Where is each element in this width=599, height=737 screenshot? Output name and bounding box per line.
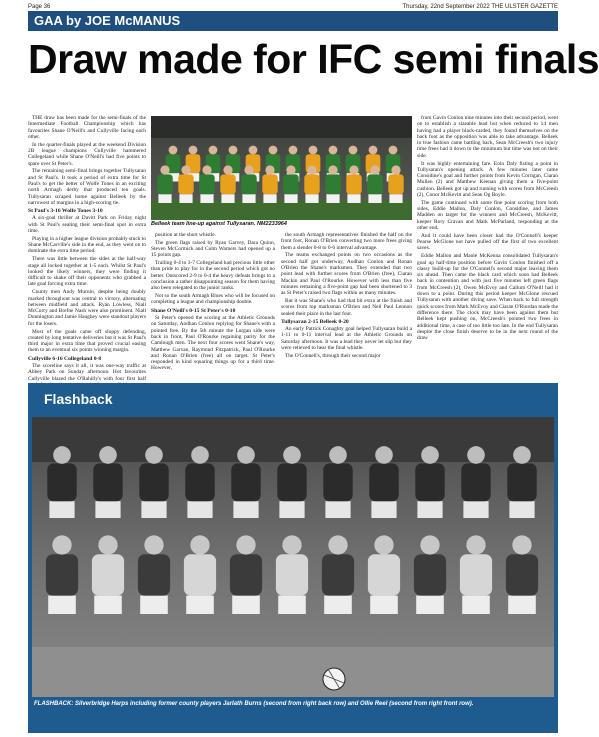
- match-subheading: St Paul's 3-16 Wolfe Tones 3-10: [28, 208, 103, 215]
- article-column-4: [417, 115, 558, 377]
- article-paragraph: County men Andy Murnin, despite being doubly marked throughout was central to victory, alternating between midfield and attack. Ryan Lowless, Niall McCorry and Brefne Nash were also prominent. Niall Dunnington and Jamie Haughey were standout players for the losers.: [28, 289, 146, 327]
- page-number: Page 36: [28, 4, 51, 10]
- match-subheading: Shane O'Neill's 0-15 St Peter's 0-10: [151, 307, 236, 314]
- date-paper: Thursday, 22nd September 2022 THE ULSTER GAZETTE: [402, 4, 558, 10]
- article-paragraph: Playing in a higher league division probably stuck to Shane McCarville's side in the end, as they went on to dominate the extra time period.: [28, 235, 146, 255]
- article-paragraph: A six-goal thriller at Davitt Park on Friday night with St Paul's sealing their semi-final spot in extra time.: [28, 215, 146, 235]
- article-paragraph: The teams exchanged points on two occasions as the second half got underway, Aodhan Conlon and Ronan O'Brien the Shane's marksmen. They extended that two point lead with further scores from O'Brien (free), Ciaran Mackin and Paul O'Rourke. However with less than five minutes remaining a five-point gap had been shortened to 3 as St Peter's raised two flags within as many minutes.: [281, 252, 412, 297]
- article-paragraph: But it was Shane's who had that bit extra at the finish and scores from top marksman O'Brien and Neil Paul Lennon sealed their place in the last four.: [281, 297, 412, 317]
- article-paragraph: St Peter's opened the scoring at the Athletic Grounds on Saturday, Aodhan Conlon replying for Shane's with a pointed free. By the 5th minute the Lurgan side were back in front, Paul O'Rourke regaining parity for the Camlough men. The next four scores went Shane's way, Matthew Garvan, Raymond Fitzpatrick, Paul O'Rourke and Ronan O'Brien (free) all on target. St Peter's responded in kind squaring things up for a third time. However,: [151, 315, 275, 372]
- article-paragraph: Most of the goals came off sloppy defending, created by long tentative deliveries but it was St Paul's third major in extra time that proved crucial easing them to an eventual six points winning margin.: [28, 328, 146, 354]
- photo-caption: Belleek team line-up against Tullysaran. NM2233964: [151, 221, 287, 227]
- article-paragraph: The scoreline says it all, it was one-way traffic at Abbey Park on Sunday afternoon. Hot favourites Cullyville blazed the O'Rahilly's with four first half: [28, 362, 146, 382]
- article-paragraph: The O'Connell's, through their second major: [285, 352, 381, 359]
- flashback-title: Flashback: [44, 391, 113, 407]
- headline: Draw made for IFC semi finals: [28, 36, 599, 82]
- article-paragraph: Trailing 0-4 to 3-7 Collegeland had precious little other than pride to play for in the second period which got no better. Outscored 2-9 to 0-4 the heavy defeats brings to a conclusion a rather disappointing season for them having also been relegated to the junior ranks.: [151, 260, 275, 292]
- section-banner: [28, 11, 558, 31]
- article-paragraph: THE draw has been made for the semi-finals of the Intermediate Football Championship which has favourites Shane O'Neill's and Cullyville facing each other.: [28, 115, 146, 140]
- match-subheading: Tullysaran 2-15 Belleek 0-20: [281, 318, 349, 325]
- article-paragraph: The remaining semi-final brings together Tullysaran and St Paul's. It took a period of extra time for St Paul's to get the better of Wolfe Tones in an exciting north Armagh derby that produced ten goals. Tullysaran scraped home against Belleek by the narrowest of margins in a high-scoring tie.: [28, 168, 146, 206]
- article-paragraph: There was little between the sides at the half-way stage all locked together at 1-5 each. Whilst St Paul's looked the likely winners, they were finding it difficult to shake off their opponents who grabbed a late goal forcing extra time.: [28, 256, 146, 288]
- article-paragraph: And it could have been closer had the O'Connell's keeper Pearse McGlone not have pulled off the first of two excellent saves.: [417, 232, 558, 252]
- team-lineup-photo: [151, 116, 412, 220]
- article-paragraph: It was highly entertaining fare. Eoin Daly fisting a point in Tullysaran's opening attack. A few minutes later came Considine's goal and further points from Kevin Corrigan, Ciaran Mullen (2) and Matthew Keenan giving them a five-point cushion. Belleek got up and running with scores from McCreesh (2), Conor McKevitt and Sean Og Boyle.: [417, 160, 558, 199]
- section-title: GAA by JOE McMANUS: [34, 13, 181, 28]
- article-paragraph: the south Armagh representatives finished the half on the front foot, Ronan O'Brien converting two more frees giving them a slender 0-8 to 0-6 interval advantage.: [281, 232, 412, 251]
- article-paragraph: Not so the south Armagh Blues who will be focused on completing a league and championship double.: [151, 293, 275, 306]
- flashback-panel: [28, 383, 558, 733]
- article-paragraph: position at the short whistle.: [155, 232, 216, 238]
- article-paragraph: Eddie Mallon and Maolé McKenna consolidated Tullysaran's goal up half-time position before Gavin Conlon finished off a classy build-up for the O'Connell's second major leaving them six ahead. Then came the black card which soon had Belleek back in contention and with just five minutes left green flags from McCreesh (2), Owen McEvoy and Callum O'Neill had it down to a point. During this period keeper McGlone rescued Tullysaran with another diving save. When back to full strength quick scores from Mark McEvoy and Ciaran O'Riordan made the difference there. The clock may have been against them but Belleek kept pushing on, McCreesh's pointed two frees in additional time, a case of too little too late. In the end Tullysaran despite the close finish deserve to be in the next round of the draw: [417, 253, 558, 342]
- article-column-1: [28, 115, 146, 382]
- article-paragraph: The game continued with some fine point scoring from both sides, Eddie Mallon, Daly Conlon, Considine, and James Madden on target for the winners and McCreesh, McKevitt, keeper Rory Cravan and Mark McParland, responding at the other end.: [417, 199, 558, 232]
- article-column-2: [151, 232, 275, 378]
- flashback-caption: FLASHBACK: Silverbridge Harps including former county players Jarlath Burns (second from right back row) and Ollie Reel (second from right front row).: [34, 701, 474, 707]
- article-paragraph: An early Patrick Conaghty goal helped Tullysaran build a 1-11 to 0-11 interval lead at the Athletic Grounds on Saturday afternoon. It was a lead they never let slip but they were relieved to hear the final whistle.: [281, 326, 412, 352]
- match-subheading: Cullyville 6-16 Collegeland 0-8: [28, 355, 102, 362]
- article-paragraph: The green flags raised by Ryan Garvey, Dara Quinn, Steven McCormick and Colm Warners had opened up a 15 points gap.: [151, 239, 275, 259]
- flashback-team-photo: [32, 417, 554, 697]
- article-column-3: [281, 232, 412, 378]
- article-paragraph: In the quarter-finals played at the weekend Division 2B league champions Cullyville hammered Collegeland while Shane O'Neill's had five points to spare over St Peter's.: [28, 141, 146, 167]
- article-paragraph: from Gavin Conlon nine minutes into their second period, went on to establish a sizeable lead but when reduced to 14 men having had a player black-carded, they found themselves on the back foot as the opposition was able to take advantage. Belleek in true fashion came battling back, Sean McCreesh's two injury time frees had it down to the minimum but time was not on their side.: [417, 115, 558, 159]
